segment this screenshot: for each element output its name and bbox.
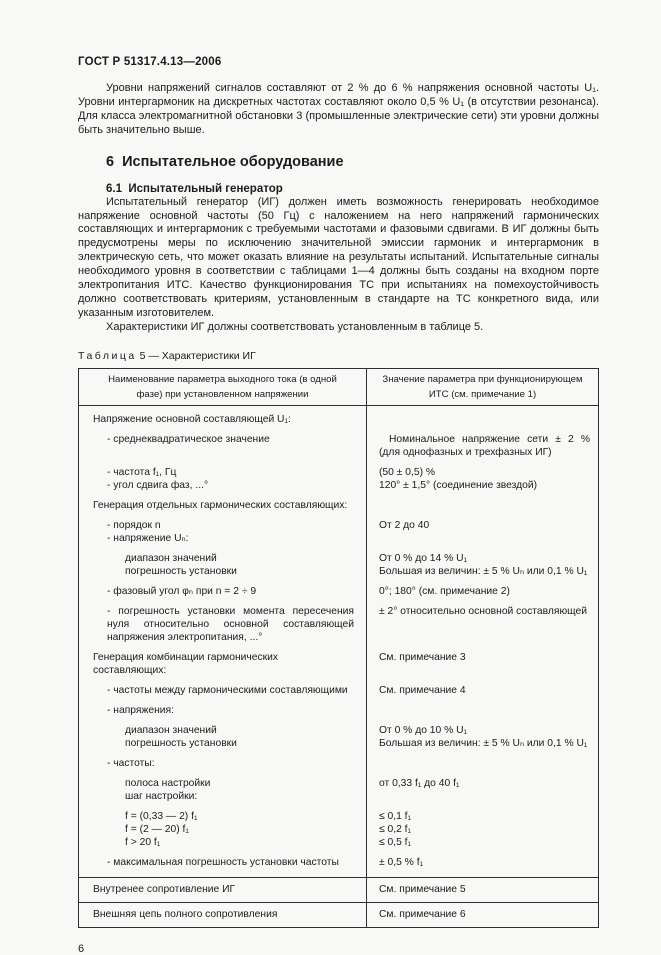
table-row: [79, 459, 598, 479]
value-cell: Большая из величин: ± 5 % Uₙ или 0,1 % U₁: [379, 737, 588, 749]
column-header-parameter-label: Наименование параметра выходного тока (в одной фазе) при установленном напряжении: [108, 373, 337, 400]
value-cell: См. примечание 4: [379, 684, 466, 696]
table-row: [79, 790, 598, 803]
intro-paragraph: Уровни напряжений сигналов составляют от 2 % до 6 % напряжения основной частоты U₁. Уровни интергармоник на дискретных частотах составляют около 0,5 % U₁ (в отсутствии резонанса). Для класса электромагнитной обстановки 3 (промышленные электрические сети) эти уровни должны быть значительно выше.: [78, 82, 599, 136]
value-cell: ± 2° относительно основной составляющей: [379, 605, 588, 617]
parameter-cell: - фазовый угол φₙ при n = 2 ÷ 9: [79, 578, 367, 598]
parameter-cell: - частоты:: [79, 750, 367, 770]
section-heading: 6 Испытательное оборудование: [106, 153, 344, 170]
table-row: [79, 512, 598, 532]
parameter-cell: - угол сдвига фаз, ...°: [79, 479, 367, 492]
value-cell: [367, 492, 598, 512]
table-row: [79, 877, 598, 902]
table-row: [79, 565, 598, 578]
parameter-cell: шаг настройки:: [79, 790, 367, 803]
characteristics-table: [78, 368, 599, 928]
table-caption-title: 5 — Характеристики ИГ: [136, 349, 256, 362]
table-row: [79, 770, 598, 790]
parameter-cell: Внешняя цепь полного сопротивления: [79, 903, 367, 927]
parameter-cell: погрешность установки: [79, 565, 367, 578]
value-cell: от 0,33 f₁ до 40 f₁: [379, 777, 460, 789]
table-row: [79, 823, 598, 836]
value-cell: Номинальное напряжение сети ± 2 % (для однофазных и трехфазных ИГ): [379, 433, 590, 458]
page-number: 6: [78, 942, 85, 955]
table-row: [79, 426, 598, 459]
parameter-cell: - среднеквадратическое значение: [79, 426, 367, 459]
parameter-cell: полоса настройки: [79, 770, 367, 790]
value-cell: ≤ 0,1 f₁: [379, 810, 412, 822]
column-header-parameter: [79, 369, 367, 405]
table-row: [79, 717, 598, 737]
value-cell: [367, 750, 598, 770]
table-row: [79, 545, 598, 565]
parameter-cell: - погрешность установки момента пересечения нуля относительно основной составляющей напряжения электропитания, ...°: [79, 598, 367, 644]
parameter-cell: - частоты между гармоническими составляющими: [79, 677, 367, 697]
value-cell: 120° ± 1,5° (соединение звездой): [379, 479, 538, 491]
table-row: [79, 803, 598, 823]
parameter-cell: диапазон значений: [79, 545, 367, 565]
table-row: [79, 750, 598, 770]
value-cell: См. примечание 3: [379, 651, 466, 663]
table-row: [79, 902, 598, 927]
parameter-cell: Напряжение основной составляющей U₁:: [79, 406, 367, 426]
value-cell: См. примечание 5: [379, 883, 466, 895]
parameter-cell: Генерация отдельных гармонических составляющих:: [79, 492, 367, 512]
parameter-cell: - частота f₁, Гц: [79, 459, 367, 479]
value-cell: ≤ 0,5 f₁: [379, 836, 412, 848]
value-cell: [367, 532, 598, 545]
value-cell: [367, 406, 598, 426]
table-row: [79, 578, 598, 598]
value-cell: См. примечание 6: [379, 908, 466, 920]
parameter-cell: диапазон значений: [79, 717, 367, 737]
column-header-value-label: Значение параметра при функционирующем ИТС (см. примечание 1): [382, 373, 583, 400]
parameter-cell: - напряжение Uₙ:: [79, 532, 367, 545]
subsection-heading: 6.1 Испытательный генератор: [106, 182, 283, 195]
value-cell: [367, 697, 598, 717]
parameter-cell: f = (2 — 20) f₁: [79, 823, 367, 836]
value-cell: ± 0,5 % f₁: [379, 856, 424, 868]
table-header-row: [79, 369, 598, 406]
parameter-cell: Генерация комбинации гармонических составляющих:: [79, 644, 367, 677]
parameter-cell: погрешность установки: [79, 737, 367, 750]
value-cell: Большая из величин: ± 5 % Uₙ или 0,1 % U₁: [379, 565, 588, 577]
value-cell: [367, 790, 598, 803]
parameter-cell: f > 20 f₁: [79, 836, 367, 849]
table-row: [79, 532, 598, 545]
parameter-cell: - порядок n: [79, 512, 367, 532]
section-body-paragraph: Испытательный генератор (ИГ) должен иметь возможность генерировать необходимое напряжение основной частоты (50 Гц) с наложением на него напряжений гармонических составляющих и интергармоник с требуемыми частотами и фазовыми сдвигами. В ИГ должны быть предусмотрены меры по исключению значительной эмиссии гармоник и интергармоник в электрическую сеть, что может оказать влияние на результаты испытаний. Испытательные сигналы необходимого уровня в соответствии с таблицами 1—4 должны быть созданы на входном порте электропитания ИТС. Качество функционирования ТС при испытаниях на помехоустойчивость должно соответствовать критериям, установленным в стандарте на ТС конкретного вида, или указанным изготовителем.: [78, 195, 599, 319]
closing-paragraph: Характеристики ИГ должны соответствовать установленным в таблице 5.: [106, 320, 484, 333]
table-row: [79, 492, 598, 512]
parameter-cell: Внутренее сопротивление ИГ: [79, 878, 367, 902]
parameter-cell: f = (0,33 — 2) f₁: [79, 803, 367, 823]
parameter-cell: - напряжения:: [79, 697, 367, 717]
table-caption-label: Таблица: [78, 349, 137, 362]
parameter-cell: - максимальная погрешность установки частоты: [79, 849, 367, 877]
table-row: [79, 849, 598, 877]
value-cell: 0°; 180° (см. примечание 2): [379, 585, 510, 597]
table-row: [79, 677, 598, 697]
doc-number: ГОСТ Р 51317.4.13—2006: [78, 56, 222, 68]
table-row: [79, 737, 598, 750]
value-cell: От 0 % до 14 % U₁: [379, 552, 468, 564]
value-cell: От 2 до 40: [379, 519, 430, 531]
table-row: [79, 697, 598, 717]
value-cell: От 0 % до 10 % U₁: [379, 724, 468, 736]
table-row: [79, 479, 598, 492]
table-row: [79, 836, 598, 849]
table-caption: [78, 350, 599, 362]
table-row: [79, 644, 598, 677]
table-row: [79, 406, 598, 426]
column-header-value: [367, 369, 598, 405]
value-cell: (50 ± 0,5) %: [379, 466, 436, 478]
table-row: [79, 598, 598, 644]
value-cell: ≤ 0,2 f₁: [379, 823, 412, 835]
